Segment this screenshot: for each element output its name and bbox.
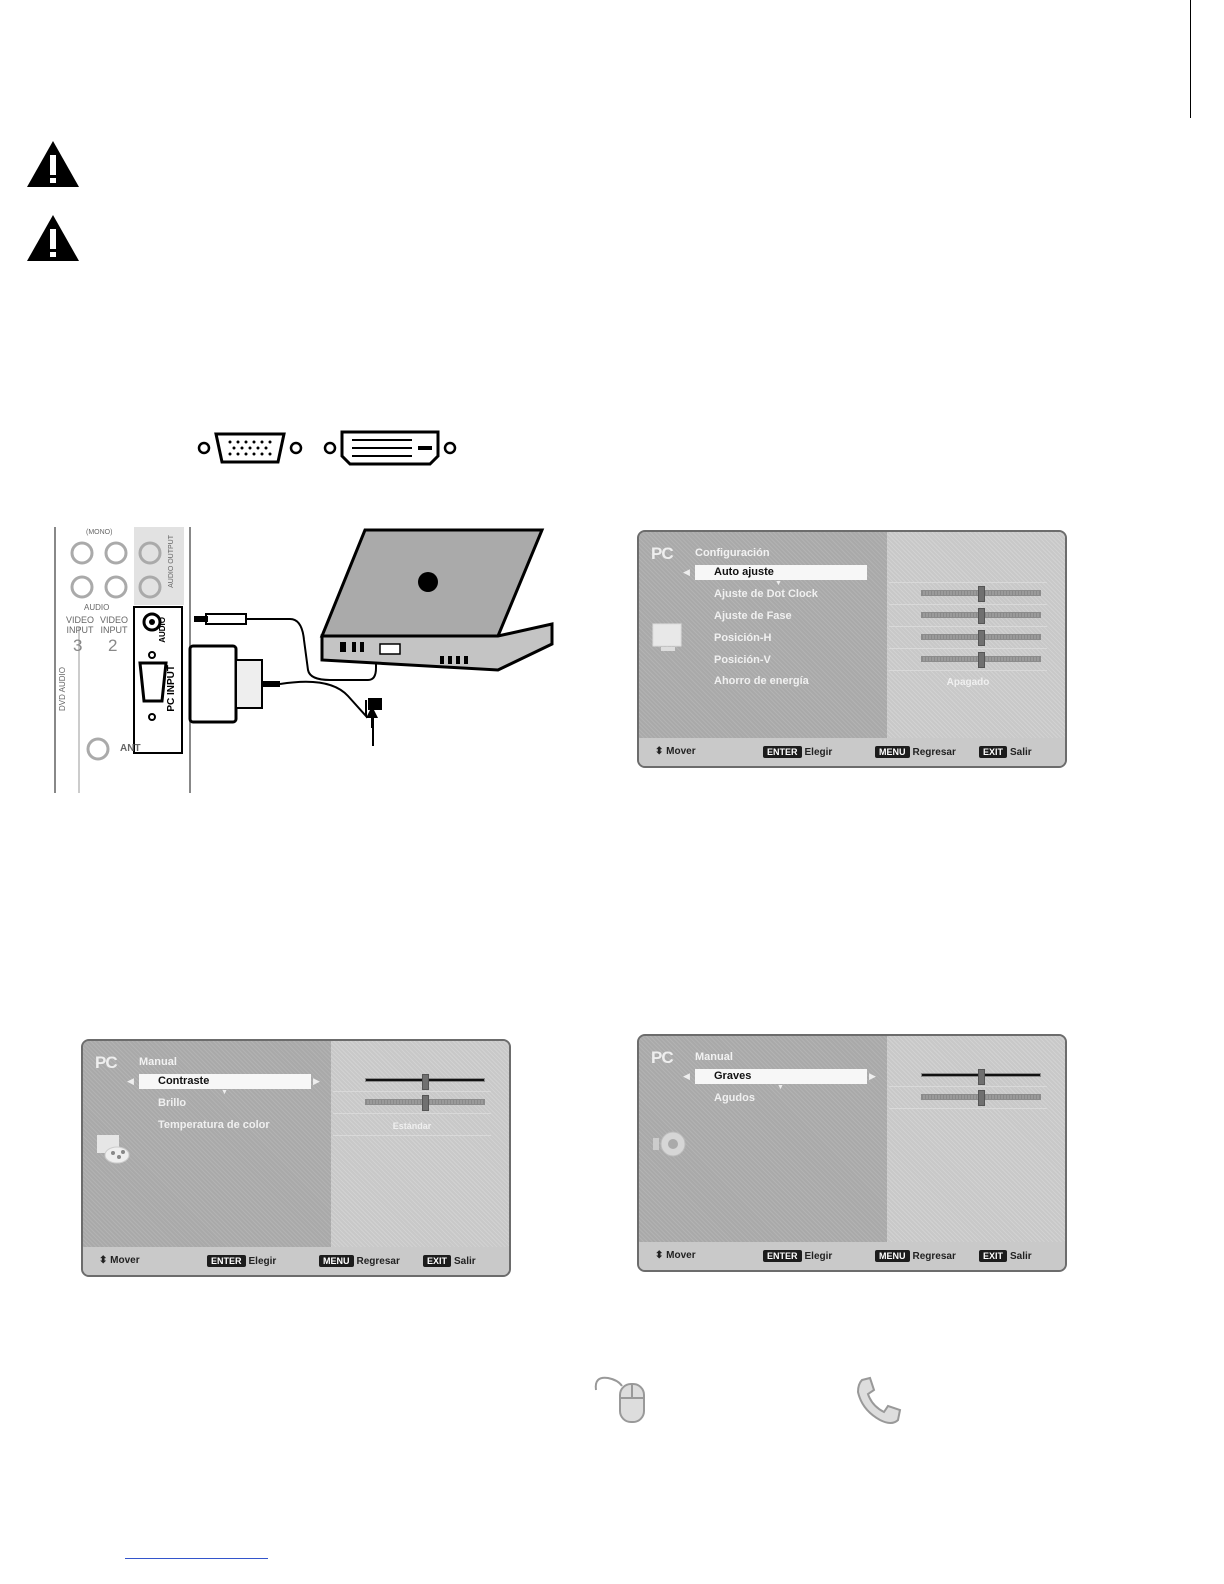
menu-hint: MENU Regresar bbox=[875, 1250, 956, 1262]
enter-hint: ENTER Elegir bbox=[763, 1250, 832, 1262]
menu-item-posicion-h[interactable]: Posición-H bbox=[714, 632, 772, 644]
menu-item-auto-ajuste[interactable]: Auto ajuste bbox=[714, 566, 774, 578]
dvi-connector-icon bbox=[322, 428, 458, 468]
posicion-h-slider[interactable] bbox=[921, 634, 1041, 640]
osd-footer bbox=[83, 1247, 509, 1277]
osd-footer bbox=[639, 1242, 1065, 1272]
arrow-right-icon: ▶ bbox=[869, 1071, 876, 1081]
osd-config-menu bbox=[637, 530, 1067, 768]
dvd-audio-label: DVD AUDIO bbox=[58, 667, 67, 712]
video-input-2-number: 2 bbox=[108, 636, 118, 655]
link-underline[interactable] bbox=[125, 1558, 268, 1559]
exit-hint: EXIT Salir bbox=[979, 1250, 1032, 1262]
menu-item-fase[interactable]: Ajuste de Fase bbox=[714, 610, 792, 622]
osd-title: Configuración bbox=[695, 547, 770, 559]
video-input-3-label: VIDEO INPUT bbox=[66, 615, 95, 635]
exit-hint: EXIT Salir bbox=[423, 1255, 476, 1267]
audio-vertical-label: AUDIO bbox=[158, 617, 167, 643]
menu-hint: MENU Regresar bbox=[319, 1255, 400, 1267]
menu-item-agudos[interactable]: Agudos bbox=[714, 1092, 755, 1104]
up-down-icon: ⬍ bbox=[655, 1250, 664, 1261]
exit-hint: EXIT Salir bbox=[979, 746, 1032, 758]
osd-source: PC bbox=[95, 1053, 117, 1072]
move-hint: ⬍ Mover bbox=[655, 1250, 696, 1261]
osd-title: Manual bbox=[695, 1051, 733, 1063]
tv-back-panel bbox=[54, 527, 192, 793]
menu-hint: MENU Regresar bbox=[875, 746, 956, 758]
warning-icon bbox=[26, 214, 80, 262]
menu-item-posicion-v[interactable]: Posición-V bbox=[714, 654, 771, 666]
monitor-icon bbox=[651, 620, 687, 656]
vga-connector-icon bbox=[196, 430, 304, 466]
menu-item-graves[interactable]: Graves bbox=[714, 1070, 752, 1082]
fase-slider[interactable] bbox=[921, 612, 1041, 618]
scroll-down-icon: ▼ bbox=[777, 1084, 784, 1091]
arrow-left-icon: ◀ bbox=[683, 567, 690, 577]
video-input-2-label: VIDEO INPUT bbox=[100, 615, 129, 635]
agudos-slider[interactable] bbox=[921, 1094, 1041, 1100]
osd-picture-menu bbox=[81, 1039, 511, 1277]
menu-item-brillo[interactable]: Brillo bbox=[158, 1097, 187, 1109]
dot-clock-slider[interactable] bbox=[921, 590, 1041, 596]
enter-hint: ENTER Elegir bbox=[763, 746, 832, 758]
graves-slider[interactable] bbox=[921, 1073, 1041, 1077]
menu-item-temperatura-color[interactable]: Temperatura de color bbox=[158, 1119, 270, 1131]
phone-icon bbox=[852, 1374, 906, 1428]
brillo-slider[interactable] bbox=[365, 1099, 485, 1105]
audio-output-label: AUDIO OUTPUT bbox=[168, 535, 175, 588]
ant-label: ANT bbox=[120, 743, 141, 754]
osd-source: PC bbox=[651, 1048, 673, 1067]
page-rule bbox=[1190, 0, 1191, 118]
arrow-right-icon: ▶ bbox=[313, 1076, 320, 1086]
posicion-v-slider[interactable] bbox=[921, 656, 1041, 662]
osd-title: Manual bbox=[139, 1056, 177, 1068]
arrow-left-icon: ◀ bbox=[683, 1071, 690, 1081]
mouse-icon bbox=[592, 1372, 650, 1424]
color-temp-value: Estándar bbox=[392, 1121, 432, 1131]
up-down-icon: ⬍ bbox=[655, 746, 664, 757]
scroll-down-icon: ▼ bbox=[775, 580, 782, 587]
arrow-left-icon: ◀ bbox=[127, 1076, 134, 1086]
pc-input-label: PC INPUT bbox=[166, 665, 177, 712]
enter-hint: ENTER Elegir bbox=[207, 1255, 276, 1267]
warning-icon bbox=[26, 140, 80, 188]
menu-item-contraste[interactable]: Contraste bbox=[158, 1075, 210, 1087]
speaker-icon bbox=[651, 1126, 687, 1162]
move-hint: ⬍ Mover bbox=[99, 1255, 140, 1266]
palette-icon bbox=[95, 1131, 131, 1167]
move-hint: ⬍ Mover bbox=[655, 746, 696, 757]
contraste-slider[interactable] bbox=[365, 1078, 485, 1082]
laptop-connection-illustration bbox=[180, 520, 560, 752]
video-input-3-number: 3 bbox=[73, 636, 83, 655]
menu-item-dot-clock[interactable]: Ajuste de Dot Clock bbox=[714, 588, 818, 600]
mono-label: (MONO) bbox=[86, 529, 113, 536]
osd-source: PC bbox=[651, 544, 673, 563]
scroll-down-icon: ▼ bbox=[221, 1089, 228, 1096]
up-down-icon: ⬍ bbox=[99, 1255, 108, 1266]
menu-item-ahorro-energia[interactable]: Ahorro de energía bbox=[714, 675, 809, 687]
energy-value: Apagado bbox=[946, 677, 990, 688]
osd-footer bbox=[639, 738, 1065, 768]
osd-audio-menu bbox=[637, 1034, 1067, 1272]
audio-label: AUDIO bbox=[84, 603, 110, 612]
